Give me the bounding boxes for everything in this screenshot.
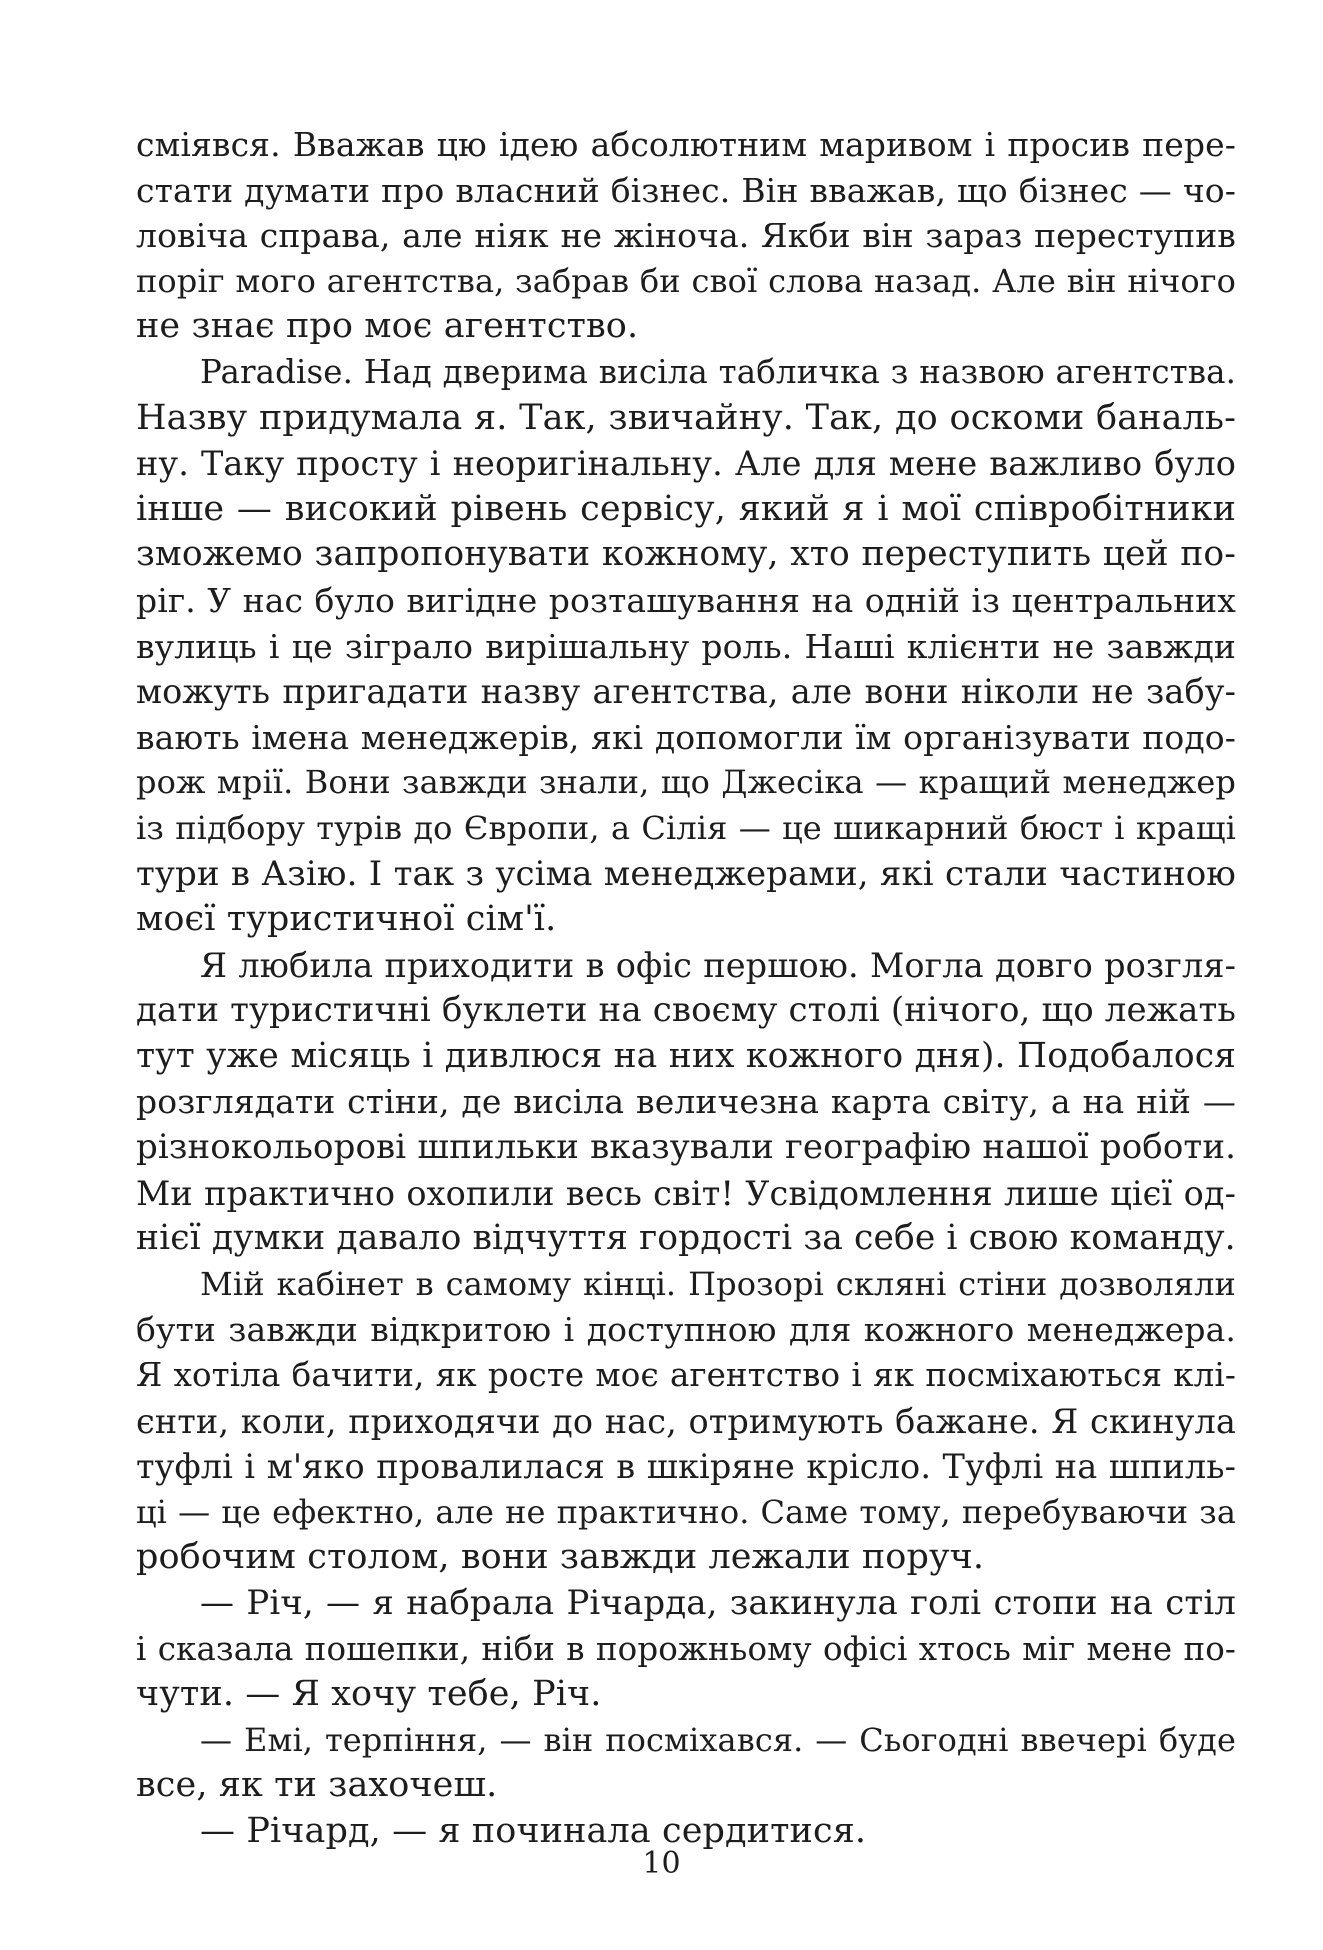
text-line: ці — це ефектно, але не практично. Саме тому, перебуваючи за [136, 1492, 1236, 1531]
text-line: зможемо запропонувати кожному, хто переступить цей по- [136, 534, 1236, 575]
text-line: ну. Таку просту і неоригінальну. Але для мене важливо було [136, 444, 1236, 484]
text-line: інше — високий рівень сервісу, який я і мої співробітники [136, 488, 1236, 529]
text-line: бути завжди відкритою і доступною для кожного менеджера. [136, 1310, 1236, 1350]
text-line: і сказала пошепки, ніби в порожньому офісі хтось міг мене по- [136, 1629, 1236, 1668]
text-line: Я хотіла бачити, як росте моє агентство і як посміхаються клі- [136, 1356, 1236, 1395]
page-number: 10 [642, 1846, 681, 1881]
text-line: із підбору турів до Європи, а Сілія — це шикарний бюст і кращі [136, 808, 1236, 847]
text-line: моєї туристичної сім'ї. [136, 899, 557, 940]
text-line: — Річард, — я починала сердитися. [200, 1810, 867, 1851]
book-page-text [136, 122, 1236, 1855]
text-line: — Річ, — я набрала Річарда, закинула голі стопи на стіл [200, 1583, 1236, 1623]
text-line: різнокольорові шпильки вказували географію нашої роботи. [136, 1127, 1236, 1168]
text-line: дати туристичні буклети на своєму столі (нічого, що лежать [136, 990, 1236, 1031]
text-line: робочим столом, вони завжди лежали поруч. [136, 1537, 985, 1578]
text-line: туфлі і м'яко провалилася в шкіряне крісло. Туфлі на шпиль- [136, 1447, 1236, 1487]
text-line: тури в Азію. І так з усіма менеджерами, які стали частиною [136, 853, 1236, 894]
text-line: тут уже місяць і дивлюся на них кожного дня). Подобалося [136, 1035, 1236, 1076]
text-line: Paradise. Над дверима висіла табличка з назвою агентства. [200, 352, 1236, 391]
text-line: стати думати про власний бізнес. Він вважав, що бізнес — чо- [136, 170, 1236, 210]
text-line: сміявся. Вважав цю ідею абсолютним маривом і просив пере- [136, 125, 1236, 164]
text-line: вають імена менеджерів, які допомогли їм організувати подо- [136, 717, 1236, 757]
paragraph [136, 1581, 1236, 1718]
text-line: поріг мого агентства, забрав би свої слова назад. Але він нічого [136, 261, 1236, 300]
text-line: Я любила приходити в офіс першою. Могла довго розгля- [200, 945, 1236, 985]
paragraph [136, 1718, 1236, 1809]
text-line: Ми практично охопили весь світ! Усвідомлення лише цієї од- [136, 1173, 1236, 1213]
text-line: ловіча справа, але ніяк не жіноча. Якби він зараз переступив [136, 216, 1236, 256]
text-line: Мій кабінет в самому кінці. Прозорі скляні стіни дозволяли [200, 1264, 1236, 1303]
text-line: чути. — Я хочу тебе, Річ. [136, 1674, 602, 1715]
text-line: єнти, коли, приходячи до нас, отримують бажане. Я скинула [136, 1401, 1236, 1441]
text-line: — Емі, терпіння, — він посміхався. — Сьогодні ввечері буде [200, 1720, 1236, 1759]
text-line: Назву придумала я. Так, звичайну. Так, до оскоми баналь- [136, 397, 1236, 438]
text-line: можуть пригадати назву агентства, але вони ніколи не забу- [136, 672, 1236, 712]
text-line: нієї думки давало відчуття гордості за себе і свою команду. [136, 1218, 1236, 1259]
text-line: все, як ти захочеш. [136, 1765, 498, 1806]
paragraph [136, 1262, 1236, 1581]
paragraph [136, 122, 1236, 350]
text-line: ріг. У нас було вигідне розташування на одній із центральних [136, 580, 1236, 620]
text-line: не знає про моє агентство. [136, 306, 639, 347]
text-line: розглядати стіни, де висіла величезна карта світу, а на ній — [136, 1082, 1236, 1122]
paragraph [136, 943, 1236, 1262]
text-line: рож мрії. Вони завжди знали, що Джесіка — кращий менеджер [136, 763, 1236, 802]
paragraph [136, 350, 1236, 943]
text-line: вулиць і це зіграло вирішальну роль. Наші клієнти не завжди [136, 626, 1236, 666]
